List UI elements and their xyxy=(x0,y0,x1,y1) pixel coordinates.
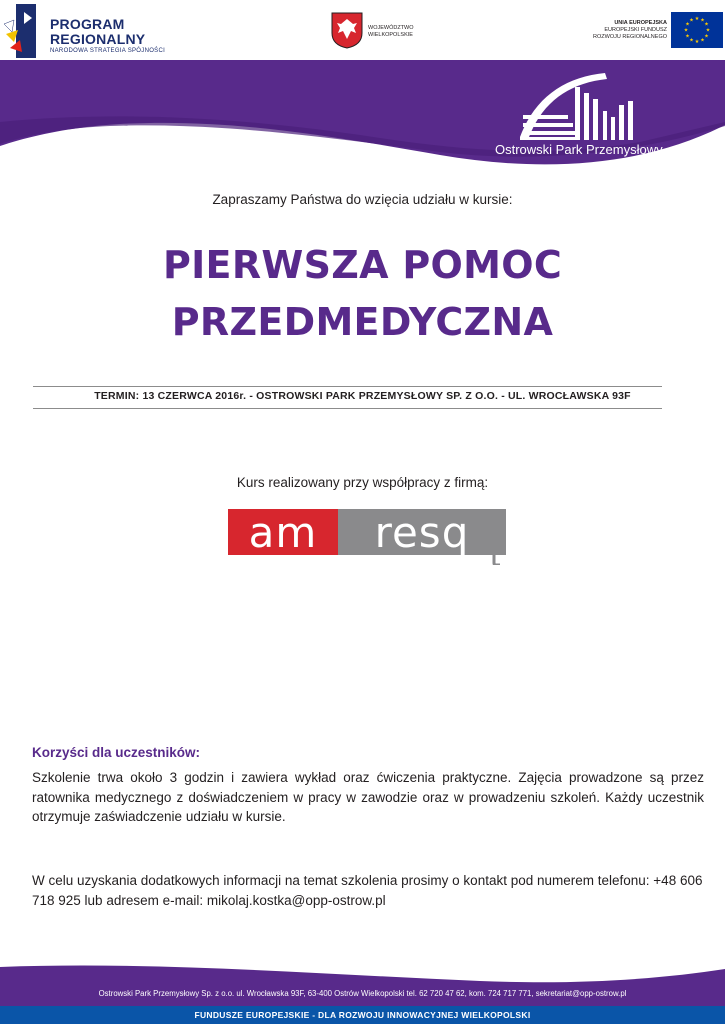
wojewodztwo-logo xyxy=(330,11,450,51)
program-regionalny-line3: NARODOWA STRATEGIA SPÓJNOŚCI xyxy=(50,48,166,54)
eagle-crest-icon xyxy=(330,11,364,49)
program-regionalny-line2: REGIONALNY xyxy=(50,31,146,47)
svg-text:★: ★ xyxy=(689,17,694,24)
benefits-heading: Korzyści dla uczestników: xyxy=(32,745,201,760)
amresq-resq: resq xyxy=(374,508,470,557)
divider-top xyxy=(33,386,662,387)
svg-text:★: ★ xyxy=(704,21,709,28)
svg-text:★: ★ xyxy=(685,21,690,28)
eu-line3: ROZWOJU REGIONALNEGO xyxy=(593,34,667,40)
svg-text:★: ★ xyxy=(694,39,700,45)
svg-text:★: ★ xyxy=(683,27,689,34)
program-regionalny-logo xyxy=(4,4,204,58)
footer-address: Ostrowski Park Przemysłowy Sp. z o.o. ul. Wrocławska 93F, 63-400 Ostrów Wielkopolski tel. 62 720 47 62, kom. 724 717 771, sekretariat@opp-ostrow.pl xyxy=(98,989,627,998)
date-location-line: TERMIN: 13 CZERWCA 2016r. - OSTROWSKI PARK PRZEMYSŁOWY SP. Z O.O. - UL. WROCŁAWSKA 93F xyxy=(94,390,631,402)
wojewodztwo-line1: WOJEWÓDZTWO xyxy=(368,25,414,31)
contact-text: W celu uzyskania dodatkowych informacji na temat szkolenia prosimy o kontakt pod numerem telefonu: +48 606 718 925 lub adresem e-mail: mikolaj.kostka@opp-ostrow.pl xyxy=(32,873,703,908)
footer-wave xyxy=(0,965,725,1007)
invitation-text: Zapraszamy Państwa do wzięcia udziału w kursie: xyxy=(212,192,513,207)
divider-bottom xyxy=(33,408,662,409)
svg-text:★: ★ xyxy=(685,33,690,40)
benefits-text: Szkolenie trwa około 3 godzin i zawiera wykład oraz ćwiczenia praktyczne. Zajęcia prowadzone są przez ratownika medycznego z doświadczeniem w pracy w zawodzie oraz w prowadzeniu szkoleń. Każdy uczestnik otrzymuje zaświadczenie udziału w kursie. xyxy=(32,770,704,824)
course-title-line1: PIERWSZA POMOC xyxy=(162,243,563,287)
svg-text:★: ★ xyxy=(700,17,705,24)
footer-slogan: FUNDUSZE EUROPEJSKIE - DLA ROZWOJU INNOWACYJNEJ WIELKOPOLSKI xyxy=(194,1010,531,1020)
cooperation-text: Kurs realizowany przy współpracy z firmą: xyxy=(236,475,489,490)
eu-flag-icon xyxy=(671,12,723,48)
eu-line2: EUROPEJSKI FUNDUSZ xyxy=(604,27,667,33)
program-regionalny-mark xyxy=(4,4,36,58)
svg-text:★: ★ xyxy=(700,37,705,44)
logo-strip xyxy=(0,0,725,62)
svg-text:★: ★ xyxy=(705,27,711,34)
wojewodztwo-line2: WIELKOPOLSKIE xyxy=(368,32,413,38)
svg-text:★: ★ xyxy=(704,33,709,40)
svg-text:★: ★ xyxy=(694,16,700,22)
unia-europejska-logo xyxy=(560,12,723,52)
amresq-am: am xyxy=(248,508,318,557)
program-regionalny-line1: PROGRAM xyxy=(50,16,125,32)
opp-logo-label: Ostrowski Park Przemysłowy xyxy=(495,142,663,157)
amresq-logo xyxy=(228,505,510,565)
eu-line1: UNIA EUROPEJSKA xyxy=(614,20,667,26)
svg-text:★: ★ xyxy=(689,37,694,44)
course-title-line2: PRZEDMEDYCZNA xyxy=(171,300,554,344)
